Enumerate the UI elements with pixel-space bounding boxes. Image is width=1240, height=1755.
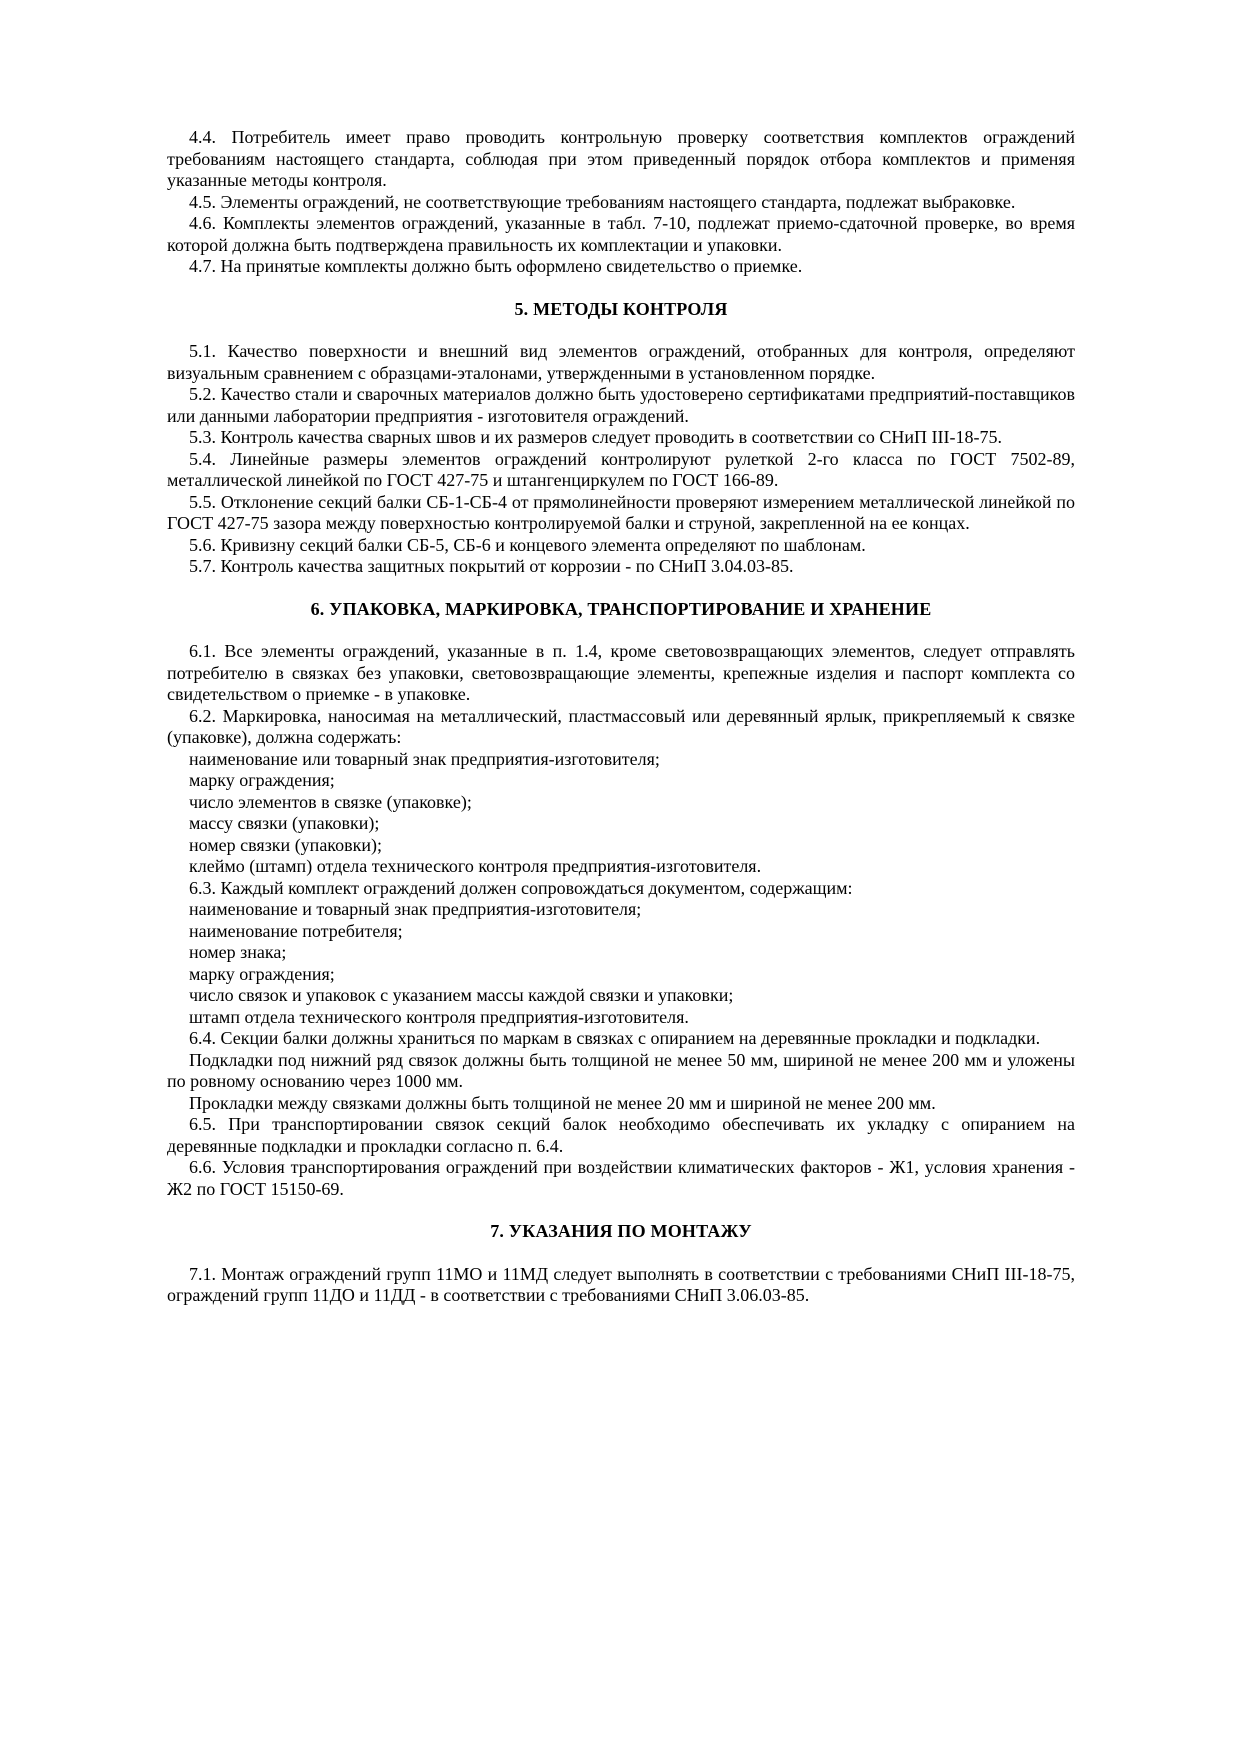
list-line: марку ограждения; — [189, 770, 335, 790]
document-paragraph: 5.2. Качество стали и сварочных материалов должно быть удостоверено сертификатами предприятий-поставщиков или данными лаборатории предприятия - изготовителя ограждений. — [167, 384, 1075, 426]
document-paragraph: Подкладки под нижний ряд связок должны быть толщиной не менее 50 мм, шириной не менее 200 мм и уложены по ровному основанию через 1000 мм. — [167, 1049, 1075, 1091]
list-line: массу связки (упаковки); — [189, 813, 380, 833]
document-paragraph: 6.6. Условия транспортирования ограждений при воздействии климатических факторов - Ж1, условия хранения - Ж2 по ГОСТ 15150-69. — [167, 1157, 1075, 1199]
document-paragraph: 5.1. Качество поверхности и внешний вид элементов ограждений, отобранных для контроля, определяют визуальным сравнением с образцами-эталонами, утвержденными в установленном порядке. — [167, 341, 1075, 383]
list-line: клеймо (штамп) отдела технического контроля предприятия-изготовителя. — [189, 856, 762, 876]
document-paragraph: 5.5. Отклонение секций балки СБ-1-СБ-4 от прямолинейности проверяют измерением металлической линейкой по ГОСТ 427-75 зазора между поверхностью контролируемой балки и струной, закрепленной на ее концах. — [167, 491, 1075, 533]
document-paragraph: 5.4. Линейные размеры элементов ограждений контролируют рулеткой 2-го класса по ГОСТ 7502-89, металлической линейкой по ГОСТ 427-75 и штангенциркулем по ГОСТ 166-89. — [167, 448, 1075, 490]
document-paragraph: 6.1. Все элементы ограждений, указанные в п. 1.4, кроме световозвращающих элементов, следует отправлять потребителю в связках без упаковки, световозвращающие элементы, крепежные изделия и паспорт комплекта со свидетельством о приемке - в упаковке. — [167, 641, 1075, 704]
document-paragraph: 5.3. Контроль качества сварных швов и их размеров следует проводить в соответствии со СНиП III-18-75. — [189, 427, 1002, 447]
document-paragraph: 6.4. Секции балки должны храниться по маркам в связках с опиранием на деревянные прокладки и подкладки. — [189, 1028, 1041, 1048]
section-heading: 6. УПАКОВКА, МАРКИРОВКА, ТРАНСПОРТИРОВАНИЕ И ХРАНЕНИЕ — [310, 598, 932, 619]
list-line: наименование и товарный знак предприятия-изготовителя; — [189, 899, 642, 919]
document-paragraph: 7.1. Монтаж ограждений групп 11МО и 11МД следует выполнять в соответствии с требованиями СНиП III-18-75, ограждений групп 11ДО и 11ДД - в соответствии с требованиями СНиП 3.06.03-85. — [167, 1263, 1075, 1305]
document-paragraph: 5.7. Контроль качества защитных покрытий от коррозии - по СНиП 3.04.03-85. — [189, 556, 794, 576]
document-content — [167, 127, 1075, 1307]
document-paragraph: 6.3. Каждый комплект ограждений должен сопровождаться документом, содержащим: — [189, 877, 853, 898]
document-paragraph: Прокладки между связками должны быть толщиной не менее 20 мм и шириной не менее 200 мм. — [189, 1092, 936, 1113]
list-line: число связок и упаковок с указанием массы каждой связки и упаковки; — [189, 985, 734, 1005]
document-paragraph: 4.4. Потребитель имеет право проводить контрольную проверку соответствия комплектов ограждений требованиям настоящего стандарта, соблюдая при этом приведенный порядок отбора комплектов и применяя указанные методы контроля. — [167, 127, 1075, 190]
list-line: номер знака; — [189, 942, 287, 962]
document-paragraph: 5.6. Кривизну секций балки СБ-5, СБ-6 и концевого элемента определяют по шаблонам. — [189, 534, 866, 555]
section-heading: 7. УКАЗАНИЯ ПО МОНТАЖУ — [490, 1221, 752, 1241]
list-line: наименование потребителя; — [189, 920, 403, 941]
list-line: наименование или товарный знак предприятия-изготовителя; — [189, 748, 660, 769]
document-paragraph: 4.7. На принятые комплекты должно быть оформлено свидетельство о приемке. — [189, 256, 803, 276]
section-heading: 5. МЕТОДЫ КОНТРОЛЯ — [514, 298, 728, 319]
list-line: штамп отдела технического контроля предприятия-изготовителя. — [189, 1006, 689, 1027]
list-line: число элементов в связке (упаковке); — [189, 791, 472, 812]
document-paragraph: 6.2. Маркировка, наносимая на металлический, пластмассовый или деревянный ярлык, прикрепляемый к связке (упаковке), должна содержать: — [167, 705, 1075, 747]
document-paragraph: 4.6. Комплекты элементов ограждений, указанные в табл. 7-10, подлежат приемо-сдаточной проверке, во время которой должна быть подтверждена правильность их комплектации и упаковки. — [167, 213, 1075, 255]
document-paragraph: 4.5. Элементы ограждений, не соответствующие требованиям настоящего стандарта, подлежат выбраковке. — [189, 191, 1016, 212]
document-paragraph: 6.5. При транспортировании связок секций балок необходимо обеспечивать их укладку с опиранием на деревянные подкладки и прокладки согласно п. 6.4. — [167, 1114, 1075, 1156]
list-line: марку ограждения; — [189, 963, 335, 984]
list-line: номер связки (упаковки); — [189, 834, 383, 855]
